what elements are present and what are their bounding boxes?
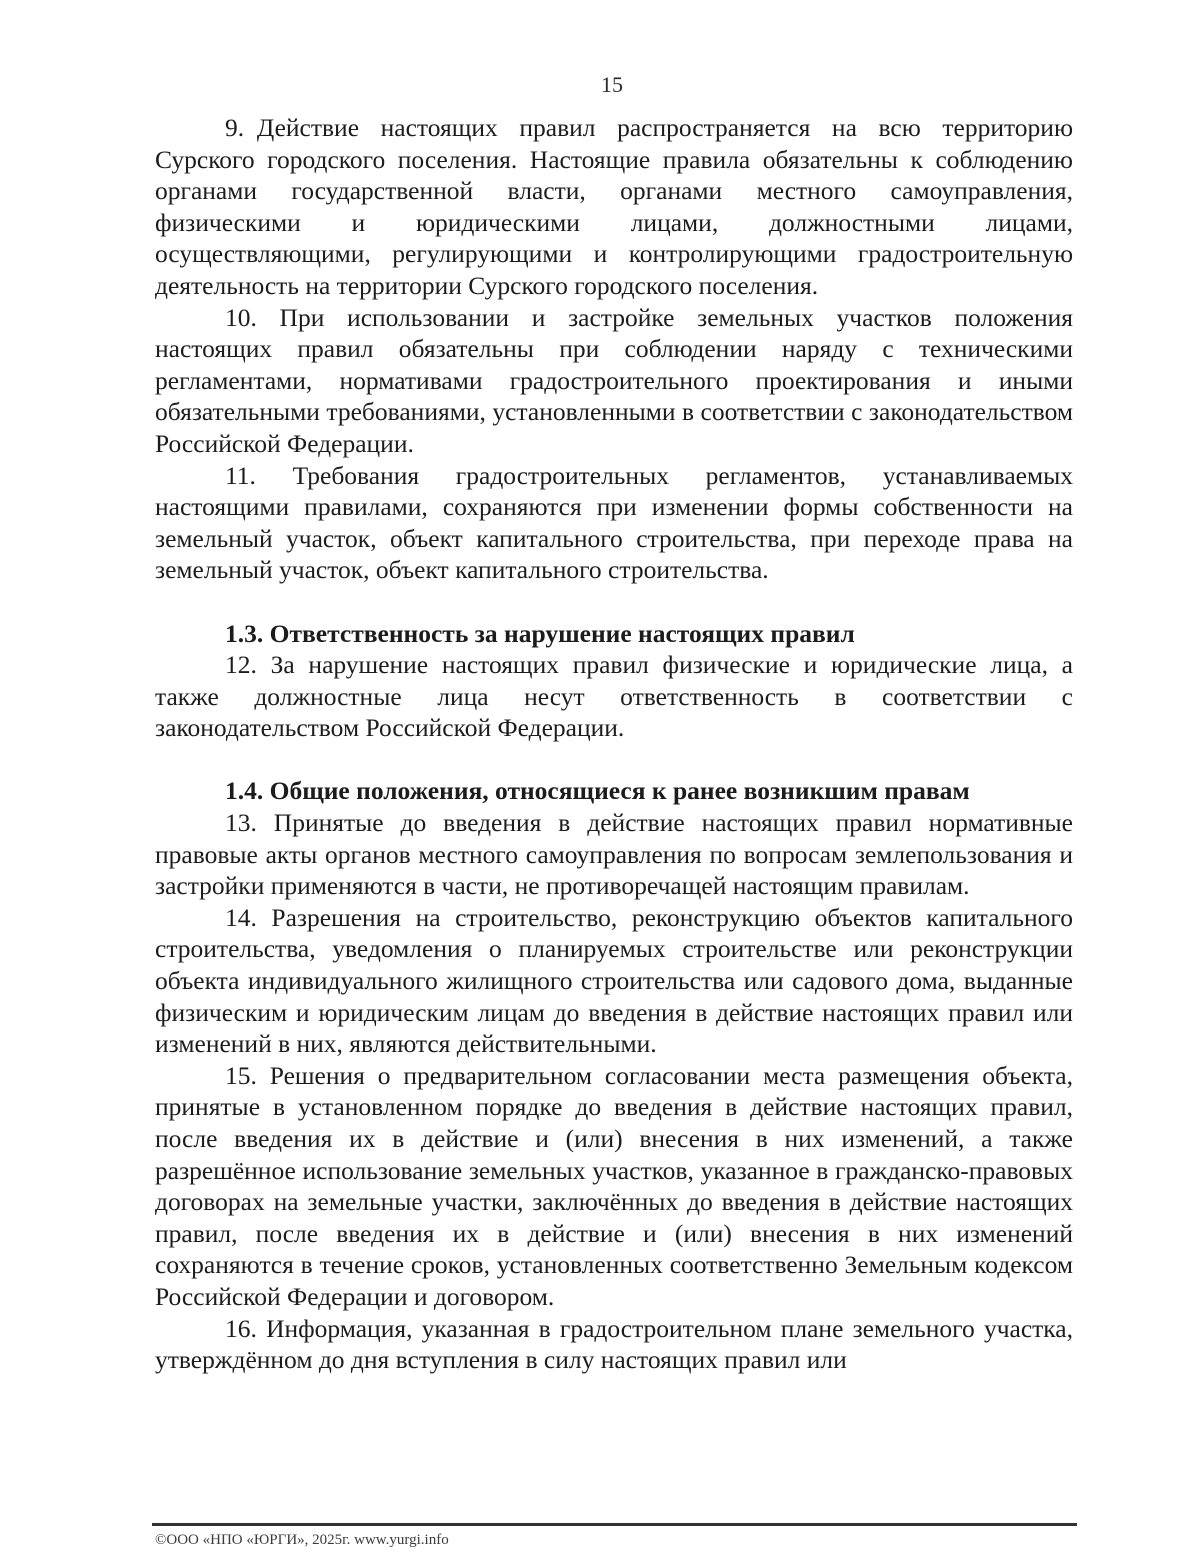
footer-copyright: ©ООО «НПО «ЮРГИ», 2025г. www.yurgi.info	[155, 1532, 449, 1548]
section-spacer	[155, 744, 1073, 776]
document-body	[155, 112, 1073, 1376]
numbered-paragraph: 14. Разрешения на строительство, реконструкцию объектов капитального строительства, уведомления о планируемых строительстве или реконструкции объекта индивидуального жилищного строительства или садового дома, выданные физическим и юридическим лицам до введения в действие настоящих правил или изменений в них, являются действительными.	[155, 902, 1073, 1059]
numbered-paragraph: 11. Требования градостроительных регламентов, устанавливаемых настоящими правилами, сохраняются при изменении формы собственности на земельный участок, объект капитального строительства, при переходе права на земельный участок, объект капитального строительства.	[155, 460, 1073, 585]
footer-divider	[152, 1523, 1077, 1526]
numbered-paragraph: 15. Решения о предварительном согласовании места размещения объекта, принятые в установленном порядке до введения в действие настоящих правил, после введения их в действие и (или) внесения в них изменений, а также разрешённое использование земельных участков, указанное в гражданско-правовых договорах на земельные участки, заключённых до введения в действие настоящих правил, после введения их в действие и (или) внесения в них изменений сохраняются в течение сроков, установленных соответственно Земельным кодексом Российской Федерации и договором.	[155, 1060, 1073, 1311]
section-spacer	[155, 586, 1073, 618]
numbered-paragraph: 9. Действие настоящих правил распространяется на всю территорию Сурского городского поселения. Настоящие правила обязательны к соблюдению органами государственной власти, органами местного самоуправления, физическими и юридическими лицами, должностными лицами, осуществляющими, регулирующими и контролирующими градостроительную деятельность на территории Сурского городского поселения.	[155, 113, 1073, 300]
numbered-paragraph: 16. Информация, указанная в градостроительном плане земельного участка, утверждённом до дня вступления в силу настоящих правил или	[155, 1313, 1073, 1375]
numbered-paragraph: 12. За нарушение настоящих правил физические и юридические лица, а также должностные лица несут ответственность в соответствии с законодательством Российской Федерации.	[155, 650, 1073, 743]
numbered-paragraph: 10. При использовании и застройке земельных участков положения настоящих правил обязательны при соблюдении наряду с техническими регламентами, нормативами градостроительного проектирования и иными обязательными требованиями, установленными в соответствии с законодательством Российской Федерации.	[155, 302, 1073, 458]
numbered-paragraph: 13. Принятые до введения в действие настоящих правил нормативные правовые акты органов местного самоуправления по вопросам землепользования и застройки применяются в части, не противоречащей настоящим правилам.	[155, 808, 1073, 901]
section-heading: 1.4. Общие положения, относящиеся к ранее возникшим правам	[225, 776, 970, 806]
section-heading: 1.3. Ответственность за нарушение настоящих правил	[225, 618, 855, 648]
page-number: 15	[601, 72, 623, 97]
